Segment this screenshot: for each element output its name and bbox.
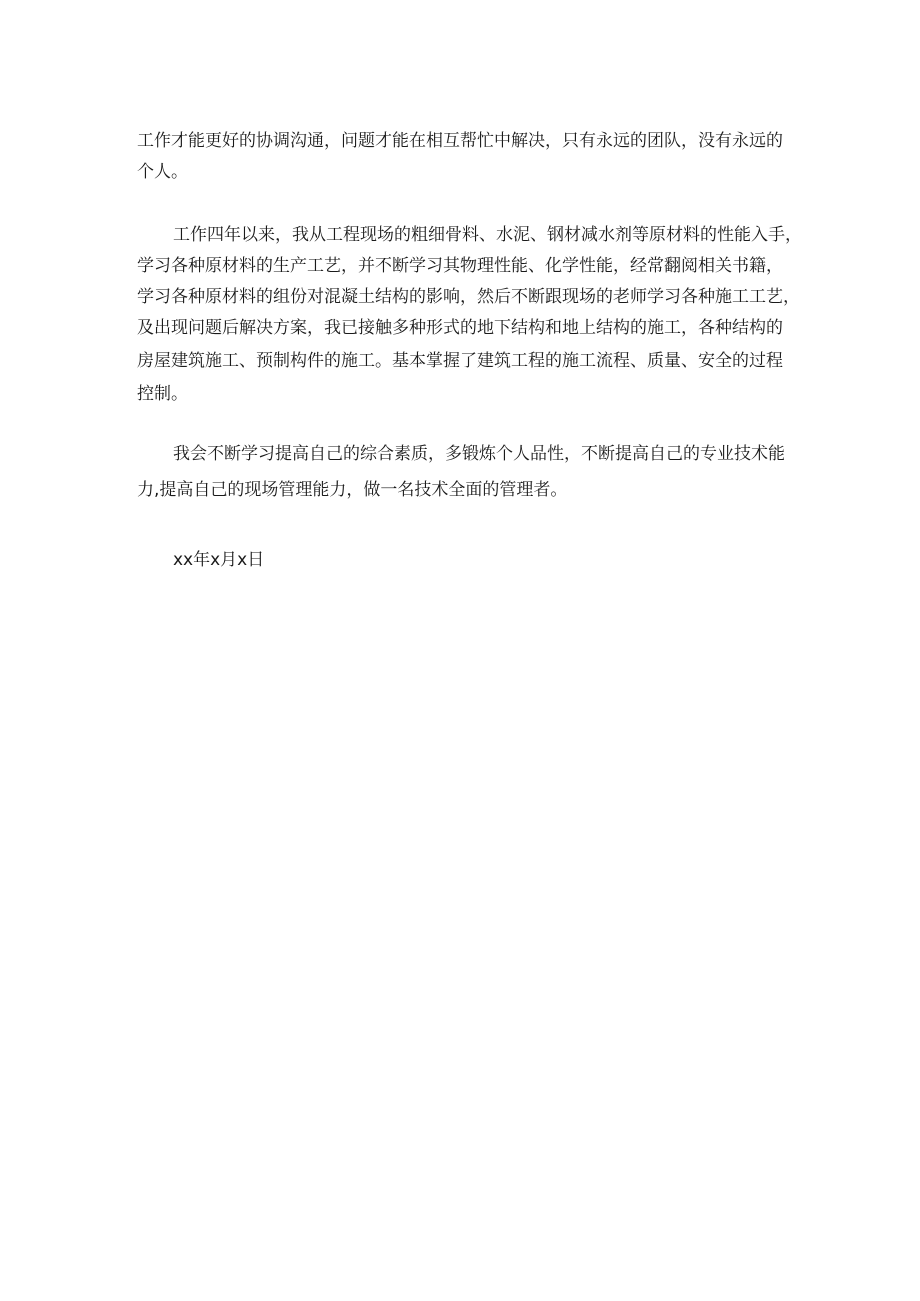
- paragraph-1-line-2: 个人。: [137, 162, 188, 182]
- paragraph-2-line-2: 学习各种原材料的生产工艺，并不断学习其物理性能、化学性能，经常翻阅相关书籍，: [137, 256, 783, 276]
- paragraph-3-line-2: 力,提高自己的现场管理能力，做一名技术全面的管理者。: [137, 480, 568, 500]
- paragraph-1-line-1: 工作才能更好的协调沟通，问题才能在相互帮忙中解决，只有永远的团队，没有永远的: [137, 131, 783, 151]
- paragraph-2-line-6: 控制。: [137, 384, 188, 404]
- paragraph-2-line-1: 工作四年以来，我从工程现场的粗细骨料、水泥、钢材减水剂等原材料的性能入手，: [173, 225, 802, 245]
- paragraph-3-line-1: 我会不断学习提高自己的综合素质，多锻炼个人品性，不断提高自己的专业技术能: [173, 444, 785, 464]
- paragraph-2-line-3: 学习各种原材料的组份对混凝土结构的影响，然后不断跟现场的老师学习各种施工工艺，: [137, 287, 800, 307]
- paragraph-2-line-4: 及出现问题后解决方案，我已接触多种形式的地下结构和地上结构的施工，各种结构的: [137, 318, 783, 338]
- paragraph-2-line-5: 房屋建筑施工、预制构件的施工。基本掌握了建筑工程的施工流程、质量、安全的过程: [137, 351, 783, 371]
- date-line: xx年x月x日: [173, 550, 265, 570]
